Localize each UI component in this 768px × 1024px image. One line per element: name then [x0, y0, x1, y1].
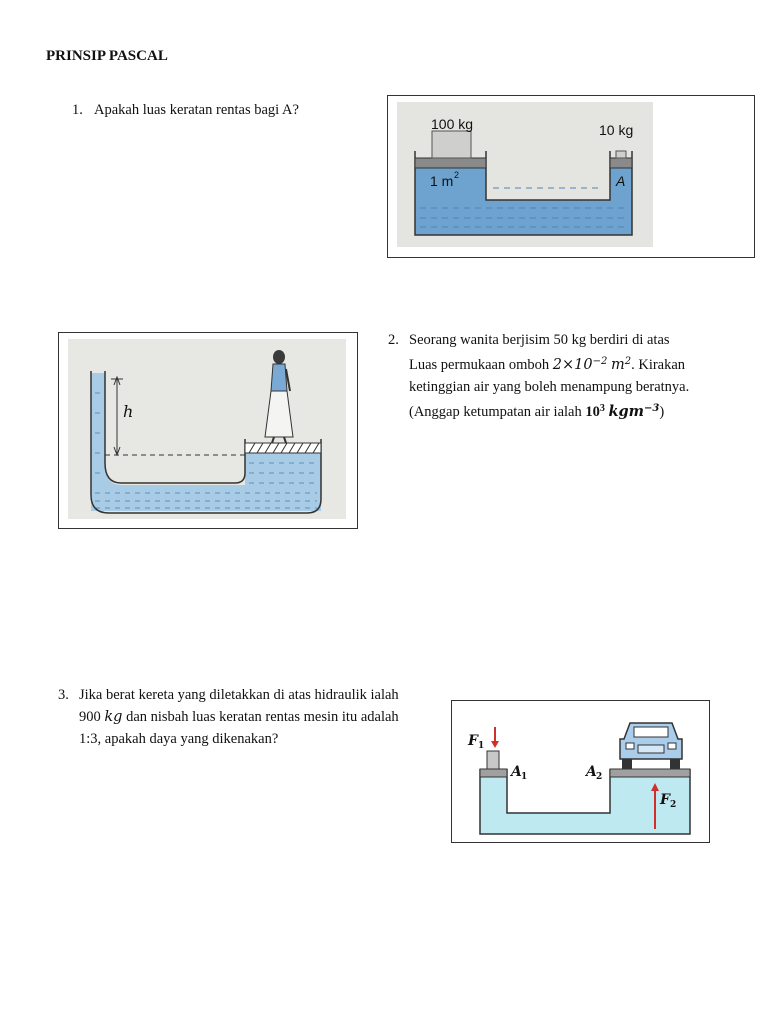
question-1-number: 1.	[72, 102, 83, 118]
question-3	[58, 684, 448, 750]
car-figure	[620, 723, 682, 769]
question-2-line-1: Seorang wanita berjisim 50 kg berdiri di atas	[409, 332, 670, 348]
question-2-line-2-tail: . Kirakan	[631, 357, 686, 373]
fig1-left-area-label: 1 m	[430, 173, 454, 189]
question-3-line-2-text: dan nisbah luas keratan rentas mesin itu adalah	[126, 709, 399, 725]
question-2-number: 2.	[388, 332, 399, 348]
fig3-force-1-label: F	[468, 733, 478, 749]
question-2-area-exponent: −2	[592, 356, 608, 367]
question-3-line-1: Jika berat kereta yang diletakkan di atas hidraulik ialah	[79, 687, 399, 703]
fig1-area-a-label: A	[616, 173, 626, 189]
fig3-force-2-label: F	[660, 792, 670, 808]
fig2-height-label: h	[123, 402, 134, 421]
question-3-mass-unit: kg	[104, 709, 123, 725]
figure-1-hydraulic-masses	[387, 95, 755, 258]
question-3-mass-value: 900	[79, 709, 101, 725]
fig3-area-1-subscript: 1	[521, 772, 528, 782]
question-2-density-unit: kgm	[608, 403, 645, 420]
fig3-force-1-subscript: 1	[478, 741, 485, 751]
figure-2-u-tube-woman	[58, 332, 358, 529]
question-2-area-unit-exponent: 2	[624, 356, 632, 367]
question-2-line-4-text: (Anggap ketumpatan air ialah	[409, 404, 582, 420]
question-3-line-2	[79, 706, 448, 728]
page-title: PRINSIP PASCAL	[46, 48, 168, 64]
question-2-line-2	[409, 351, 748, 376]
fig1-left-mass-label: 100 kg	[431, 116, 474, 132]
fig3-area-2-label: A	[586, 764, 597, 780]
question-2-area-value: 2×10	[552, 357, 593, 373]
question-2-area-unit: m	[610, 357, 625, 373]
fig3-area-1-label: A	[511, 764, 522, 780]
question-3-number: 3.	[58, 687, 69, 703]
question-1-text: Apakah luas keratan rentas bagi A?	[94, 102, 299, 118]
fig3-area-2-subscript: 2	[596, 772, 603, 782]
figure-3-hydraulic-car-lift	[451, 700, 710, 843]
question-2-density-exponent: 3	[599, 403, 605, 414]
question-2-line-4	[409, 398, 748, 423]
question-2-line-4-tail: )	[659, 404, 665, 420]
question-2-line-2-text: Luas permukaan omboh	[409, 357, 550, 373]
question-2-density-value: 10	[585, 404, 600, 420]
question-3-line-3: 1:3, apakah daya yang dikenakan?	[79, 731, 279, 747]
fig1-right-mass-label: 10 kg	[599, 122, 634, 138]
question-2	[388, 329, 748, 423]
question-2-density-unit-exponent: −3	[644, 403, 660, 414]
question-2-line-3: ketinggian air yang boleh menampung beratnya.	[409, 379, 690, 395]
fig1-left-area-exponent: 2	[454, 170, 460, 180]
question-1	[72, 99, 299, 121]
fig3-force-2-subscript: 2	[670, 800, 677, 810]
